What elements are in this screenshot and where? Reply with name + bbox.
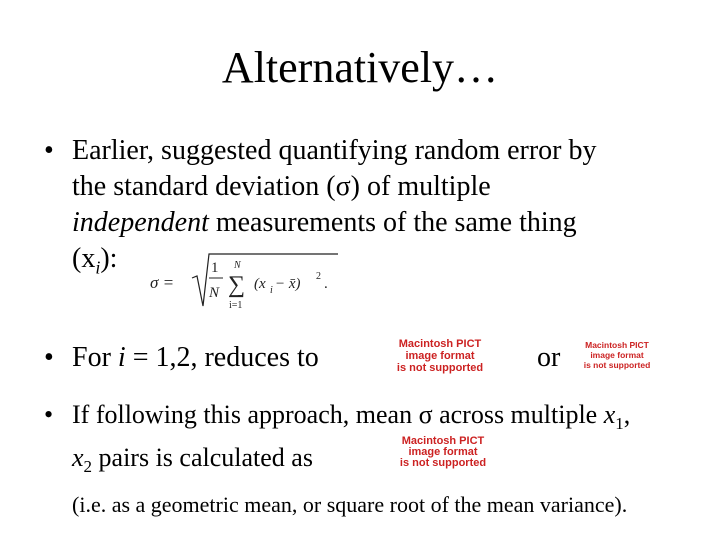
pict-line2: image format bbox=[590, 350, 644, 360]
bullet1-emphasis: independent bbox=[72, 207, 209, 238]
formula-sum-top: N bbox=[234, 260, 241, 271]
bullet2-pre: For bbox=[72, 342, 118, 373]
bullet1-line4-pre: (x bbox=[72, 243, 96, 274]
pict-line3: is not supported bbox=[583, 360, 651, 370]
pict-placeholder-image bbox=[366, 338, 514, 374]
bullet3-line1-post: , bbox=[623, 400, 631, 429]
bullet3-line1-pre: If following this approach, mean σ across multiple bbox=[72, 400, 604, 429]
bullet1-line3 bbox=[72, 205, 692, 241]
bullet3-line1-var: x bbox=[603, 400, 616, 429]
bullet3-line2-post: pairs is calculated as bbox=[92, 443, 313, 473]
formula-term-mid: − x̄) bbox=[275, 276, 301, 292]
bullet3-line2-sub: 2 bbox=[83, 457, 93, 477]
pict-placeholder-image bbox=[352, 436, 534, 469]
slide-title: Alternatively… bbox=[221, 43, 499, 92]
bullet1-line2: the standard deviation (σ) of multiple bbox=[72, 171, 491, 202]
pict-line1: Macintosh PICT bbox=[401, 435, 485, 447]
formula-term: (x bbox=[254, 276, 266, 292]
bullet1-line4-post: ): bbox=[100, 243, 118, 274]
bullet-marker: • bbox=[44, 135, 54, 166]
formula-term-sup: 2 bbox=[316, 271, 321, 282]
bullet1-line1: Earlier, suggested quantifying random error by bbox=[72, 135, 597, 166]
bullet3-line2-var: x bbox=[72, 443, 84, 473]
formula-lhs: σ = bbox=[150, 273, 175, 292]
bullet-marker: • bbox=[44, 342, 54, 373]
bullet3-line1-sub: 1 bbox=[615, 414, 624, 434]
bullet2-post: = 1,2, reduces to bbox=[125, 342, 319, 373]
pict-line3: is not supported bbox=[399, 457, 487, 469]
pict-line1: Macintosh PICT bbox=[585, 340, 649, 350]
pict-placeholder-image bbox=[578, 340, 656, 370]
footnote-geometric-mean: (i.e. as a geometric mean, or square root of the mean variance). bbox=[72, 492, 628, 517]
bullet-marker: • bbox=[44, 400, 54, 429]
or-text: or bbox=[537, 342, 561, 373]
pict-line1: Macintosh PICT bbox=[398, 338, 482, 350]
formula-end: . bbox=[324, 276, 328, 292]
bullet1-line3-rest: measurements of the same thing bbox=[208, 207, 577, 238]
pict-line3: is not supported bbox=[396, 362, 484, 374]
standard-deviation-formula bbox=[148, 248, 340, 312]
pict-line2: image format bbox=[405, 350, 475, 362]
bullet2-var: i bbox=[117, 342, 126, 373]
formula-sum-symbol: ∑ bbox=[228, 272, 246, 298]
pict-line2: image format bbox=[408, 446, 478, 458]
bullet3-line1 bbox=[72, 398, 692, 441]
formula-sum-bottom: i=1 bbox=[229, 300, 243, 311]
formula-frac-num: 1 bbox=[211, 260, 219, 276]
formula-term-sub: i bbox=[270, 285, 273, 296]
formula-frac-den: N bbox=[209, 285, 220, 301]
bullet1-line4-sub: i bbox=[95, 257, 101, 278]
